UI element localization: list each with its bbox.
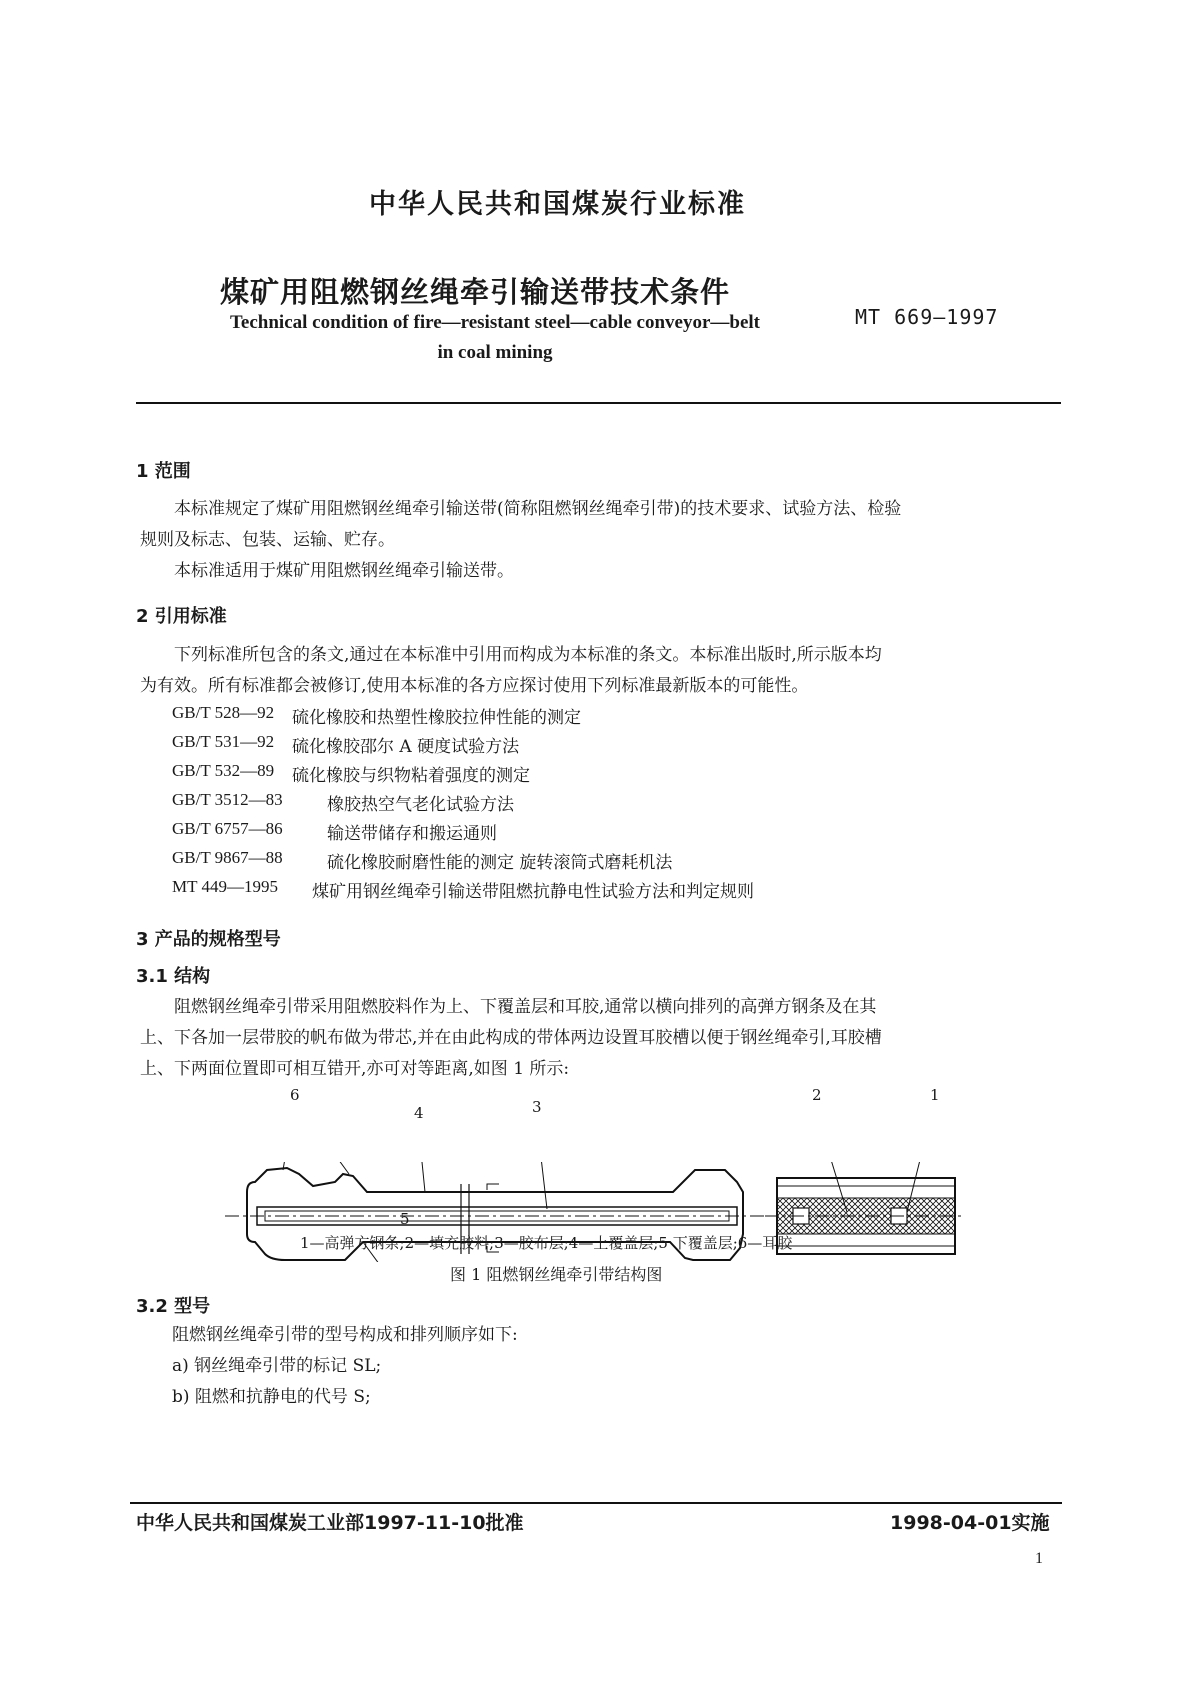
reference-name: 煤矿用钢丝绳牵引输送带阻燃抗静电性试验方法和判定规则 [312,882,754,902]
standard-category: 中华人民共和国煤炭行业标准 [369,189,746,220]
text-line: 为有效。所有标准都会被修订,使用本标准的各方应探讨使用下列标准最新版本的可能性。 [140,676,809,696]
approval-line: 中华人民共和国煤炭工业部1997-11-10批准 [136,1512,524,1534]
reference-item [172,703,1052,732]
text-line: 本标准适用于煤矿用阻燃钢丝绳牵引输送带。 [174,561,514,581]
figure-label-2: 2 [812,1086,822,1104]
figure-label-3: 3 [532,1098,542,1116]
list-item-a: a) 钢丝绳牵引带的标记 SL; [172,1356,382,1376]
reference-item [172,877,1052,906]
english-title-line2: in coal mining [437,342,553,363]
text-line: 规则及标志、包装、运输、贮存。 [140,530,395,550]
text-line: 下列标准所包含的条文,通过在本标准中引用而构成为本标准的条文。本标准出版时,所示版本均 [174,645,882,665]
reference-item [172,732,1052,761]
reference-code: GB/T 528—92 [172,703,275,722]
section-2-heading: 2 引用标准 [136,606,227,627]
reference-code: GB/T 3512—83 [172,790,283,809]
reference-name: 橡胶热空气老化试验方法 [327,795,514,815]
effective-date: 1998-04-01实施 [890,1512,1050,1534]
page-number: 1 [1035,1550,1043,1567]
text-line: 本标准规定了煤矿用阻燃钢丝绳牵引输送带(简称阻燃钢丝绳牵引带)的技术要求、试验方法、检验 [174,499,902,519]
figure-legend: 1—高弹方钢条;2—填充胶料;3—胶布层;4—上覆盖层;5 下覆盖层;6—耳胶 [300,1234,793,1252]
text-line: 上、下两面位置即可相互错开,亦可对等距离,如图 1 所示: [140,1059,570,1079]
reference-name: 硫化橡胶邵尔 A 硬度试验方法 [292,737,520,757]
header-divider [136,402,1061,404]
reference-list [172,703,1052,906]
text-line: 阻燃钢丝绳牵引带的型号构成和排列顺序如下: [172,1325,518,1345]
text-line: 上、下各加一层带胶的帆布做为带芯,并在由此构成的带体两边设置耳胶槽以便于钢丝绳牵引,耳胶槽 [140,1028,882,1048]
section-3-1-heading: 3.1 结构 [136,966,211,987]
reference-item [172,790,1052,819]
footer-divider [130,1502,1062,1504]
reference-name: 输送带储存和搬运通则 [327,824,497,844]
english-title-line1: Technical condition of fire—resistant steel—cable conveyor—belt [229,312,760,333]
reference-name: 硫化橡胶与织物粘着强度的测定 [292,766,530,786]
reference-code: GB/T 531—92 [172,732,275,751]
list-item-b: b) 阻燃和抗静电的代号 S; [172,1387,371,1407]
figure-label-5: 5 [400,1210,410,1228]
reference-item [172,848,1052,877]
reference-item [172,819,1052,848]
figure-label-1: 1 [930,1086,940,1104]
figure-label-6: 6 [290,1086,300,1104]
section-3-1-paragraph [140,992,1060,1085]
figure-caption: 图 1 阻燃钢丝绳牵引带结构图 [450,1265,663,1284]
standard-code: MT 669—1997 [855,305,999,329]
section-2-paragraph [140,640,1060,702]
section-1-paragraph [140,494,1060,587]
reference-item [172,761,1052,790]
section-3-2-paragraph [172,1320,1092,1413]
reference-code: MT 449—1995 [172,877,278,896]
section-1-heading: 1 范围 [136,461,191,482]
figure-label-4: 4 [414,1104,424,1122]
document-title: 煤矿用阻燃钢丝绳牵引输送带技术条件 [220,275,731,309]
text-line: 阻燃钢丝绳牵引带采用阻燃胶料作为上、下覆盖层和耳胶,通常以横向排列的高弹方钢条及在其 [174,997,877,1017]
reference-code: GB/T 6757—86 [172,819,283,838]
section-3-2-heading: 3.2 型号 [136,1296,211,1317]
reference-code: GB/T 9867—88 [172,848,283,867]
reference-name: 硫化橡胶和热塑性橡胶拉伸性能的测定 [292,708,581,728]
reference-name: 硫化橡胶耐磨性能的测定 旋转滚筒式磨耗机法 [327,853,673,873]
reference-code: GB/T 532—89 [172,761,275,780]
section-3-heading: 3 产品的规格型号 [136,929,281,950]
